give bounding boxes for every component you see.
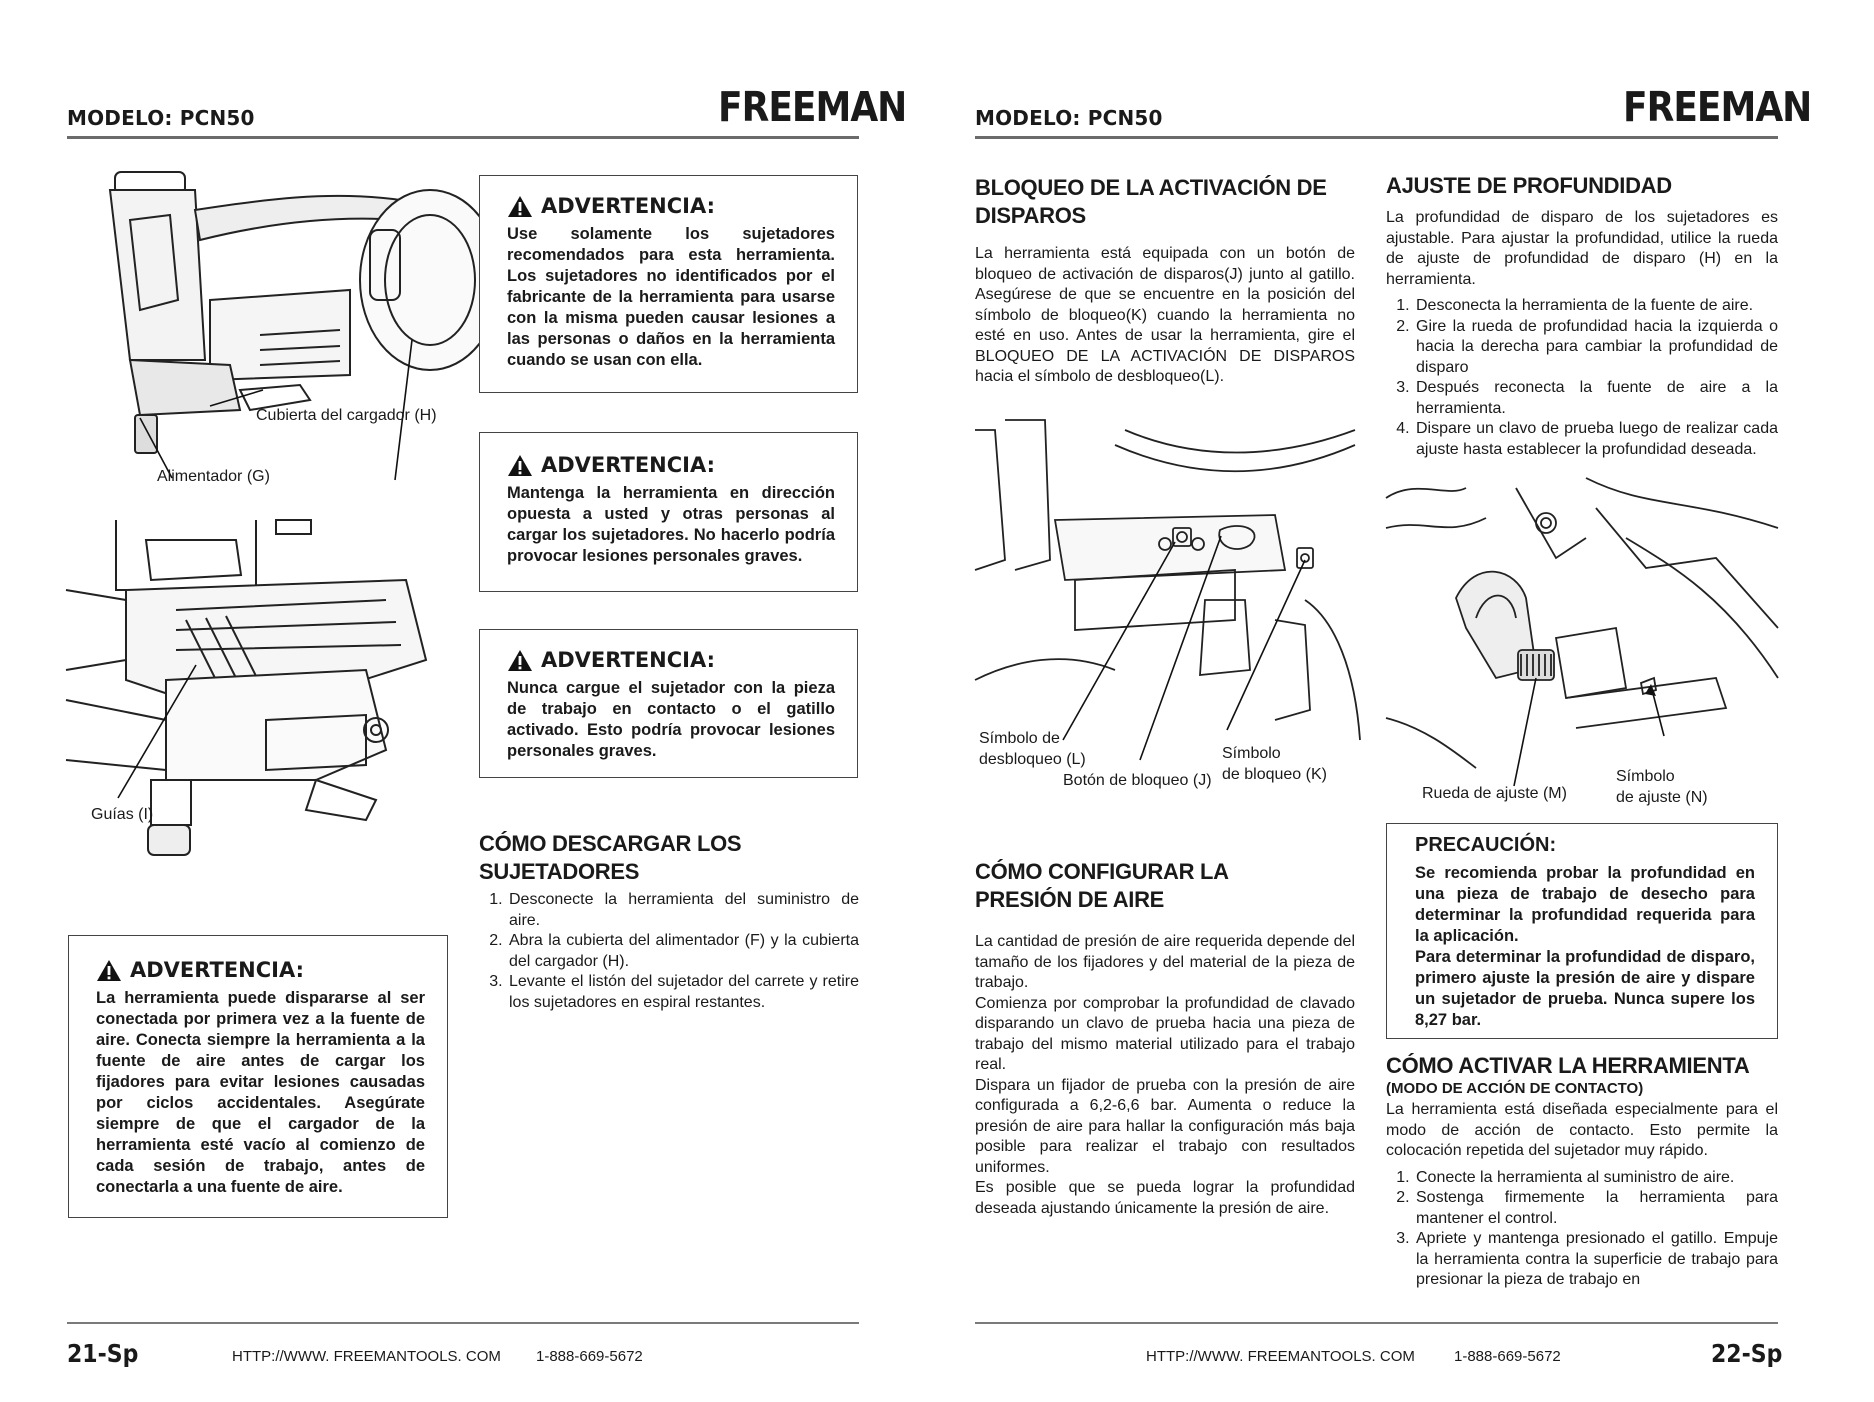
- caution-box: [1386, 823, 1778, 1039]
- label-unlock-symbol-2: desbloqueo (L): [979, 751, 1086, 768]
- warning-title: ADVERTENCIA:: [541, 194, 716, 218]
- label-depth-symbol-2: de ajuste (N): [1616, 789, 1708, 806]
- warning-text: La herramienta puede dispararse al ser conectada por primera vez a la fuente de aire. Conecta siempre la herramienta a la fuente de aire antes de cargar los fijadores para evitar lesiones causadas por ciclos accidentales. Asegúrate siempre de que el cargador de la herramienta esté vacío al comienzo de cada sesión de trabajo, antes de conectarla a una fuente de aire.: [96, 989, 425, 1196]
- caution-p2: Para determinar la profundidad de disparo, primero ajuste la presión de aire y dispare un sujetador de prueba. Nunca supere los 8,27 bar.: [1415, 948, 1755, 1029]
- label-feeder: Alimentador (G): [157, 468, 270, 485]
- depth-steps: [1386, 296, 1778, 460]
- list-item: 1. Conecte la herramienta al suministro de aire.: [1414, 1168, 1778, 1189]
- activate-subtitle: (MODO DE ACCIÓN DE CONTACTO): [1386, 1080, 1644, 1097]
- footer-rule: [67, 1322, 859, 1324]
- model-heading: MODELO: PCN50: [67, 106, 255, 130]
- lockout-section: [975, 174, 1355, 388]
- activate-steps: [1386, 1168, 1778, 1291]
- list-item: 3. Levante el listón del sujetador del carrete y retire los sujetadores en espiral restantes.: [507, 972, 859, 1013]
- warning-text: Nunca cargue el sujetador con la pieza de trabajo en contacto o el gatillo activado. Esto podría provocar lesiones personales graves.: [507, 679, 835, 760]
- model-heading: MODELO: PCN50: [975, 106, 1163, 130]
- footer-url: HTTP://WWW. FREEMANTOOLS. COM: [232, 1348, 501, 1365]
- depth-title: AJUSTE DE PROFUNDIDAD: [1386, 173, 1672, 198]
- depth-text: La profundidad de disparo de los sujetadores es ajustable. Para ajustar la profundidad, utilice la rueda de ajuste de profundidad de disparo (H) en la herramienta.: [1386, 209, 1778, 288]
- header-rule: [975, 136, 1778, 139]
- warning-box-first-connection: [68, 935, 448, 1218]
- page-number: 21-Sp: [67, 1340, 139, 1369]
- list-item: 3. Después reconecta la fuente de aire a la herramienta.: [1414, 378, 1778, 419]
- warning-title: ADVERTENCIA:: [130, 958, 305, 982]
- page-right: [937, 0, 1874, 1402]
- list-item: 1. Desconecte la herramienta del suministro de aire.: [507, 890, 859, 931]
- unload-title: CÓMO DESCARGAR LOS SUJETADORES: [479, 831, 742, 884]
- warning-triangle-icon: [507, 649, 533, 672]
- page-number: 22-Sp: [1711, 1340, 1783, 1369]
- caution-title: PRECAUCIÓN:: [1415, 834, 1557, 856]
- activate-text: La herramienta está diseñada especialmente para el modo de acción de contacto. Esto permite la colocación repetida del sujetador muy rápido.: [1386, 1101, 1778, 1159]
- lockout-text: La herramienta está equipada con un botón de bloqueo de activación de disparos(J) junto al gatillo. Asegúrese de que se encuentre en la posición del símbolo de bloqueo(K) cuando la herramienta no esté en uso. Antes de usar la herramienta, gire el BLOQUEO DE LA ACTIVACIÓN DE DISPAROS hacia el símbolo de desbloqueo(L).: [975, 245, 1355, 385]
- label-unlock-symbol: Símbolo de: [979, 730, 1060, 747]
- label-guides: Guías (I): [91, 806, 154, 823]
- warning-text: Use solamente los sujetadores recomendados para esta herramienta. Los sujetadores no identificados por el fabricante de la herramienta para usarse con la misma pueden causar lesiones a las personas o daños en la herramienta cuando se usan con ella.: [507, 225, 835, 369]
- warning-text: Mantenga la herramienta en dirección opuesta a usted y otras personas al cargar los sujetadores. No hacerlo podría provocar lesiones personales graves.: [507, 484, 835, 565]
- label-lock-symbol: Símbolo: [1222, 745, 1281, 762]
- warning-box-loading: [479, 629, 858, 778]
- air-pressure-p4: Es posible que se pueda lograr la profundidad deseada ajustando únicamente la presión de aire.: [975, 1179, 1355, 1217]
- warning-box-direction: [479, 432, 858, 592]
- list-item: 1. Desconecta la herramienta de la fuente de aire.: [1414, 296, 1778, 317]
- unload-steps: [479, 890, 859, 1013]
- warning-triangle-icon: [507, 195, 533, 218]
- air-pressure-p1: La cantidad de presión de aire requerida depende del tamaño de los fijadores y del material de la pieza de trabajo.: [975, 933, 1355, 991]
- air-pressure-p3: Dispara un fijador de prueba con la presión de aire configurada a 6,2-6,6 bar. Aumenta o reduce la presión de aire para hallar la configuración más baja posible para realizar el trabajo con resultados uniformes.: [975, 1076, 1355, 1176]
- footer-phone: 1-888-669-5672: [536, 1348, 643, 1365]
- list-item: 3. Apriete y mantenga presionado el gatillo. Empuje la herramienta contra la superficie de trabajo para presionar la pieza de trabajo en: [1414, 1229, 1778, 1291]
- brand-logo: FREEMAN: [1623, 84, 1812, 132]
- air-pressure-section: [975, 858, 1355, 1219]
- depth-wheel-figure: [1386, 478, 1778, 783]
- label-lock-button: Botón de bloqueo (J): [1063, 772, 1212, 789]
- label-lock-symbol-2: de bloqueo (K): [1222, 766, 1327, 783]
- warning-title: ADVERTENCIA:: [541, 453, 716, 477]
- air-pressure-title: CÓMO CONFIGURAR LA PRESIÓN DE AIRE: [975, 859, 1228, 912]
- label-depth-wheel: Rueda de ajuste (M): [1422, 785, 1567, 802]
- air-pressure-p2: Comienza por comprobar la profundidad de clavado disparando un clavo de prueba hacia una pieza de trabajo del mismo material utilizado para el trabajo real.: [975, 994, 1355, 1073]
- warning-box-fasteners: [479, 175, 858, 393]
- footer-phone: 1-888-669-5672: [1454, 1348, 1561, 1365]
- depth-section: [1386, 172, 1778, 460]
- magazine-detail-figure: [66, 520, 451, 890]
- warning-triangle-icon: [96, 959, 122, 982]
- activate-section: [1386, 1052, 1778, 1291]
- list-item: 2. Gire la rueda de profundidad hacia la izquierda o hacia la derecha para cambiar la profundidad de disparo: [1414, 317, 1778, 379]
- lockout-title: BLOQUEO DE LA ACTIVACIÓN DE DISPAROS: [975, 175, 1327, 228]
- footer-url: HTTP://WWW. FREEMANTOOLS. COM: [1146, 1348, 1415, 1365]
- label-depth-symbol: Símbolo: [1616, 768, 1675, 785]
- activate-title: CÓMO ACTIVAR LA HERRAMIENTA: [1386, 1053, 1750, 1078]
- unload-section: [479, 830, 859, 1013]
- list-item: 2. Sostenga firmemente la herramienta para mantener el control.: [1414, 1188, 1778, 1229]
- caution-p1: Se recomienda probar la profundidad en una pieza de trabajo de desecho para determinar la profundidad requerida para la aplicación.: [1415, 864, 1755, 945]
- warning-triangle-icon: [507, 454, 533, 477]
- label-magazine-cover: Cubierta del cargador (H): [256, 407, 437, 424]
- list-item: 2. Abra la cubierta del alimentador (F) y la cubierta del cargador (H).: [507, 931, 859, 972]
- trigger-lock-figure: [975, 420, 1360, 745]
- header-rule: [67, 136, 859, 139]
- footer-rule: [975, 1322, 1778, 1324]
- list-item: 4. Dispare un clavo de prueba luego de realizar cada ajuste hasta establecer la profundidad deseada.: [1414, 419, 1778, 460]
- brand-logo: FREEMAN: [718, 84, 907, 132]
- warning-title: ADVERTENCIA:: [541, 648, 716, 672]
